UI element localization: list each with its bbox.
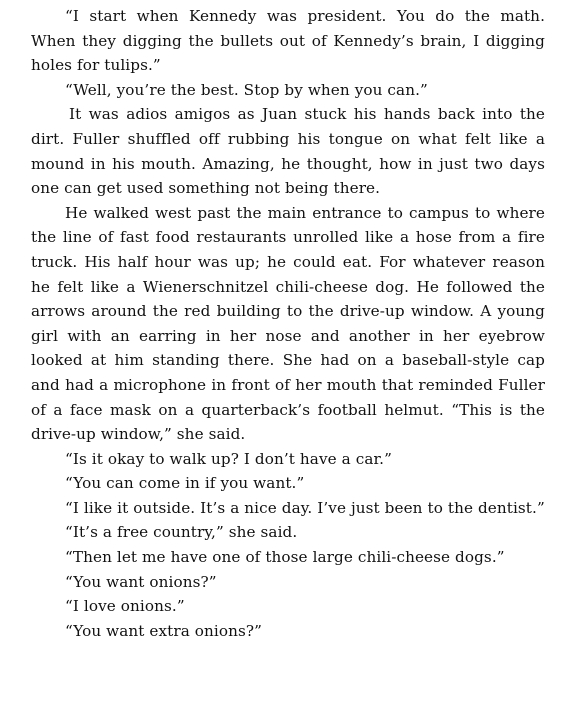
document-page xyxy=(31,4,545,643)
paragraph: “I like it outside. It’s a nice day. I’ve just been to the dentist.” xyxy=(65,498,545,517)
paragraph: “Is it okay to walk up? I don’t have a car.” xyxy=(65,449,392,468)
paragraph: “Then let me have one of those large chili-cheese dogs.” xyxy=(65,548,505,567)
paragraph: “I start when Kennedy was president. You do the math. When they digging the bullets out of Kennedy’s brain, I digging holes for tulips.” xyxy=(31,7,545,75)
paragraph: “You can come in if you want.” xyxy=(65,474,305,493)
paragraph: “You want onions?” xyxy=(65,572,217,591)
paragraph: “Well, you’re the best. Stop by when you can.” xyxy=(65,80,428,99)
paragraph: He walked west past the main entrance to campus to where the line of fast food restaurants unrolled like a hose from a fire truck. His half hour was up; he could eat. For whatever reason he felt like a Wienerschnitzel chili-cheese dog. He followed the arrows around the red building to the drive-up window. A young girl with an earring in her nose and another in her eyebrow looked at him standing there. She had on a baseball-style cap and had a microphone in front of her mouth that reminded Fuller of a face mask on a quarterback’s football helmut. “This is the drive-up window,” she said. xyxy=(31,203,545,444)
paragraph: “It’s a free country,” she said. xyxy=(65,523,298,542)
paragraph: “I love onions.” xyxy=(65,597,185,616)
paragraph: “You want extra onions?” xyxy=(65,621,263,640)
paragraph: It was adios amigos as Juan stuck his hands back into the dirt. Fuller shuffled off rubbing his tongue on what felt like a mound in his mouth. Amazing, he thought, how in just two days one can get used something not being there. xyxy=(31,105,545,198)
